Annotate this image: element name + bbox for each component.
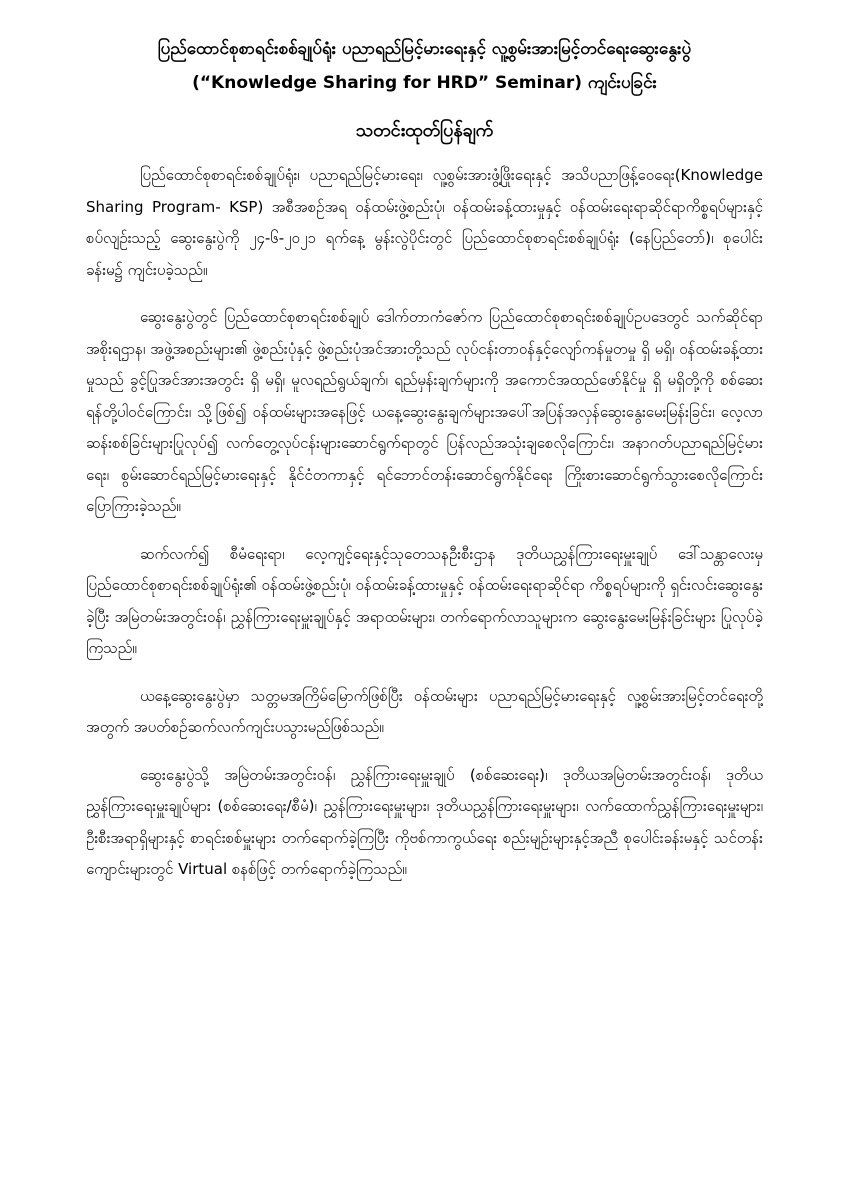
paragraph-3: ဆက်လက်၍ စီမံရေးရာ၊ လေ့ကျင့်ရေးနှင့်သုတေသနဦးစီးဌာန ဒုတိယညွှန်ကြားရေးမှူးချုပ် ဒေါ်သန္တာလေးမှ ပြည်ထောင်စုစာရင်းစစ်ချုပ်ရုံး၏ ဝန်ထမ်းဖွဲ့စည်းပုံ၊ ဝန်ထမ်းခန့်ထားမှုနှင့် ဝန်ထမ်းရေးရာဆိုင်ရာ ကိစ္စရပ်များကို ရှင်းလင်းဆွေးနွေးခဲ့ပြီး အမြဲတမ်းအတွင်းဝန်၊ ညွှန်ကြားရေးမှူးချုပ်နှင့် အရာထမ်းများ၊ တက်ရောက်လာသူများက ဆွေးနွေးမေးမြန်းခြင်းများ ပြုလုပ်ခဲ့ကြသည်။: [86, 544, 763, 657]
document-title-line-2: (“Knowledge Sharing for HRD” Seminar) ကျင်းပခြင်း: [192, 73, 657, 93]
document-title-line-1: ပြည်ထောင်စုစာရင်းစစ်ချုပ်ရုံး ပညာရည်မြင့်မားရေးနှင့် လူ့စွမ်းအားမြင့်တင်ရေးဆွေးနွေးပွဲ: [157, 39, 692, 59]
press-release-heading: သတင်းထုတ်ပြန်ချက်: [355, 120, 494, 141]
paragraph-1: ပြည်ထောင်စုစာရင်းစစ်ချုပ်ရုံး၊ ပညာရည်မြင့်မားရေး၊ လူ့စွမ်းအားဖွံ့ဖြိုးရေးနှင့် အသိပညာဖြန့်ဝေရေး(Knowledge Sharing Program- KSP) အစီအစဉ်အရ ဝန်ထမ်းဖွဲ့စည်းပုံ၊ ဝန်ထမ်းခန့်ထားမှုနှင့် ဝန်ထမ်းရေးရာဆိုင်ရာကိစ္စရပ်များနှင့်စပ်လျဉ်းသည့် ဆွေးနွေးပွဲကို ၂၄-၆-၂၀၂၁ ရက်နေ့ မွန်းလွဲပိုင်းတွင် ပြည်ထောင်စုစာရင်းစစ်ချုပ်ရုံး (နေပြည်တော်)၊ စုပေါင်းခန်းမ၌ ကျင်းပခဲ့သည်။: [86, 166, 763, 279]
paragraph-5: ဆွေးနွေးပွဲသို့ အမြဲတမ်းအတွင်းဝန်၊ ညွှန်ကြားရေးမှူးချုပ် (စစ်ဆေးရေး)၊ ဒုတိယအမြဲတမ်းအတွင်းဝန်၊ ဒုတိယညွှန်ကြားရေးမှူးချုပ်များ (စစ်ဆေးရေး/စီမံ)၊ ညွှန်ကြားရေးမှူးများ၊ ဒုတိယညွှန်ကြားရေးမှူးများ၊ လက်ထောက်ညွှန်ကြားရေးမှူးများ၊ ဦးစီးအရာရှိများနှင့် စာရင်းစစ်မှူးများ တက်ရောက်ခဲ့ကြပြီး ကိုဗစ်ကာကွယ်ရေး စည်းမျဉ်းများနှင့်အညီ စုပေါင်းခန်းမနှင့် သင်တန်းကျောင်းများတွင် Virtual စနစ်ဖြင့် တက်ရောက်ခဲ့ကြသည်။: [86, 765, 763, 878]
paragraph-4: ယနေ့ဆွေးနွေးပွဲမှာ သတ္တမအကြိမ်မြောက်ဖြစ်ပြီး ဝန်ထမ်းများ ပညာရည်မြင့်မားရေးနှင့် လူ့စွမ်းအားမြင့်တင်ရေးတို့အတွက် အပတ်စဉ်ဆက်လက်ကျင်းပသွားမည်ဖြစ်သည်။: [86, 686, 763, 736]
paragraph-2: ဆွေးနွေးပွဲတွင် ပြည်ထောင်စုစာရင်းစစ်ချုပ် ဒေါက်တာကံဇော်က ပြည်ထောင်စုစာရင်းစစ်ချုပ်ဥပဒေတွင် သက်ဆိုင်ရာအစိုးရဌာန၊ အဖွဲ့အစည်းများ၏ ဖွဲ့စည်းပုံနှင့် ဖွဲ့စည်းပုံအင်အားတို့သည် လုပ်ငန်းတာဝန်နှင့်လျော်ကန်မှုတမှု ရှိ မရှိ၊ ဝန်ထမ်းခန့်ထားမှုသည် ခွင့်ပြုအင်အားအတွင်း ရှိ မရှိ၊ မူလရည်ရွယ်ချက်၊ ရည်မှန်းချက်များကို အကောင်အထည်ဖော်နိုင်မှု ရှိ မရှိတို့ကို စစ်ဆေးရန်တို့ပါဝင်ကြောင်း၊ သို့ဖြစ်၍ ဝန်ထမ်းများအနေဖြင့် ယနေ့ဆွေးနွေးချက်များအပေါ်အပြန်အလှန်ဆွေးနွေးမေးမြန်းခြင်း၊ လေ့လာဆန်းစစ်ခြင်းများပြုလုပ်၍ လက်တွေ့လုပ်ငန်းများဆောင်ရွက်ရာတွင် ပြန်လည်အသုံးချစေလိုကြောင်း၊ အနာဂတ်ပညာရည်မြင့်မားရေး၊ စွမ်းဆောင်ရည်မြင့်မားရေးနှင့် နိုင်ငံတကာနှင့် ရင်ဘောင်တန်းဆောင်ရွက်နိုင်ရေး ကြိုးစားဆောင်ရွက်သွားစေလိုကြောင်း ပြောကြားခဲ့သည်။: [86, 308, 763, 515]
